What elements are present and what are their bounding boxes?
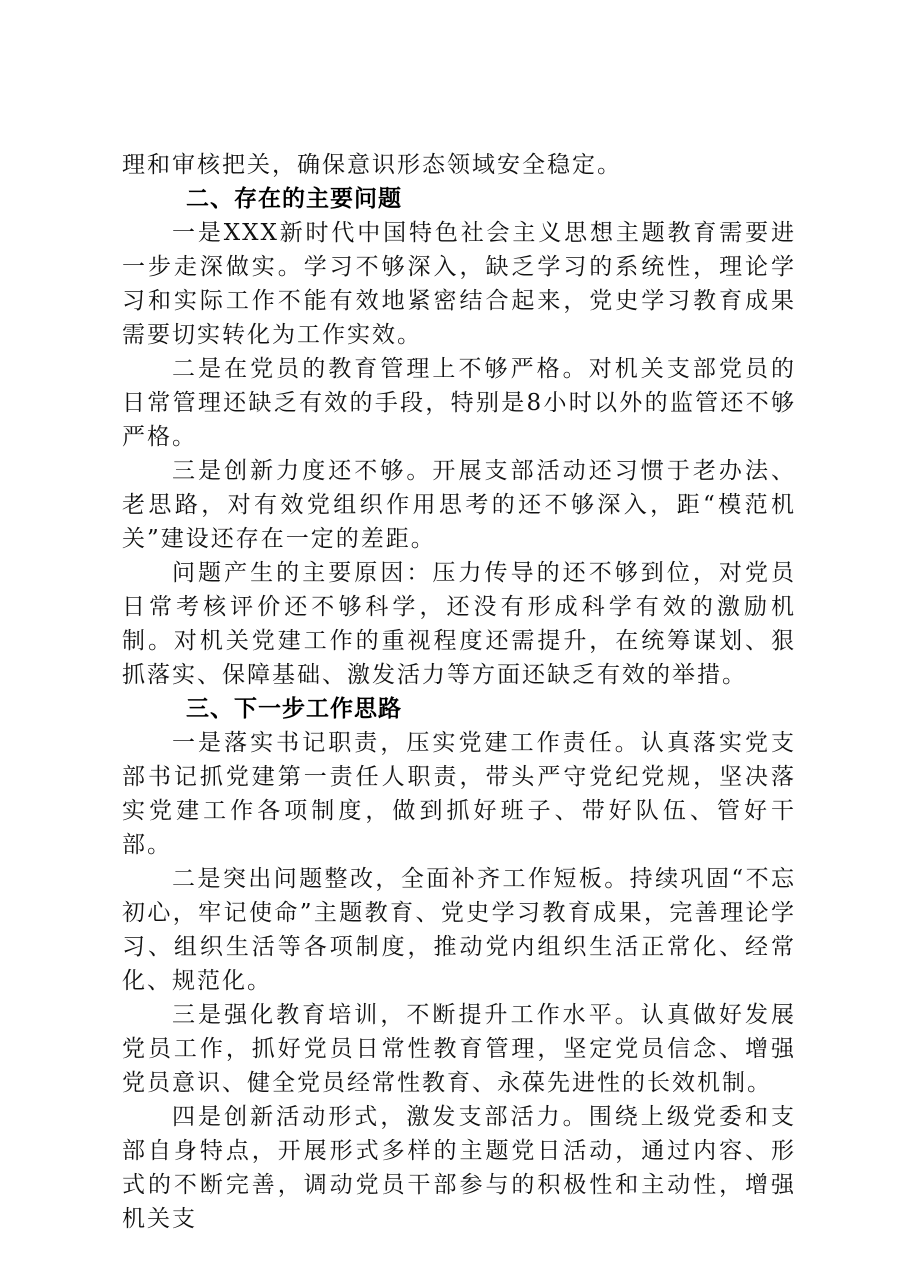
paragraph-problem-3: 三是创新力度还不够。开展支部活动还习惯于老办法、老思路，对有效党组织作用思考的还不够深入，距“模范机关”建设还存在一定的差距。 — [122, 458, 796, 552]
document-body — [122, 148, 796, 1236]
paragraph-continued: 理和审核把关，确保意识形态领域安全稳定。 — [122, 152, 622, 178]
paragraph-step-1: 一是落实书记职责，压实党建工作责任。认真落实党支部书记抓党建第一责任人职责，带头严守党纪党规，坚决落实党建工作各项制度，做到抓好班子、带好队伍、管好干部。 — [122, 730, 796, 858]
paragraph-step-3: 三是强化教育培训，不断提升工作水平。认真做好发展党员工作，抓好党员日常性教育管理，坚定党员信念、增强党员意识、健全党员经常性教育、永葆先进性的长效机制。 — [122, 1002, 796, 1096]
paragraph-step-4: 四是创新活动形式，激发支部活力。围绕上级党委和支部自身特点，开展形式多样的主题党日活动，通过内容、形式的不断完善，调动党员干部参与的积极性和主动性，增强机关支 — [122, 1104, 796, 1232]
paragraph-problem-causes: 问题产生的主要原因：压力传导的还不够到位，对党员日常考核评价还不够科学，还没有形成科学有效的激励机制。对机关党建工作的重视程度还需提升，在统筹谋划、狠抓落实、保障基础、激发活力等方面还缺乏有效的举措。 — [122, 560, 796, 688]
section-heading-problems: 二、存在的主要问题 — [186, 186, 402, 212]
section-heading-next-steps: 三、下一步工作思路 — [186, 696, 402, 722]
paragraph-step-2: 二是突出问题整改，全面补齐工作短板。持续巩固“不忘初心，牢记使命”主题教育、党史学习教育成果，完善理论学习、组织生活等各项制度，推动党内组织生活正常化、经常化、规范化。 — [122, 866, 796, 994]
paragraph-problem-2: 二是在党员的教育管理上不够严格。对机关支部党员的日常管理还缺乏有效的手段，特别是8小时以外的监管还不够严格。 — [122, 356, 796, 450]
paragraph-problem-1: 一是XXX新时代中国特色社会主义思想主题教育需要进一步走深做实。学习不够深入，缺乏学习的系统性，理论学习和实际工作不能有效地紧密结合起来，党史学习教育成果需要切实转化为工作实效。 — [122, 220, 796, 348]
